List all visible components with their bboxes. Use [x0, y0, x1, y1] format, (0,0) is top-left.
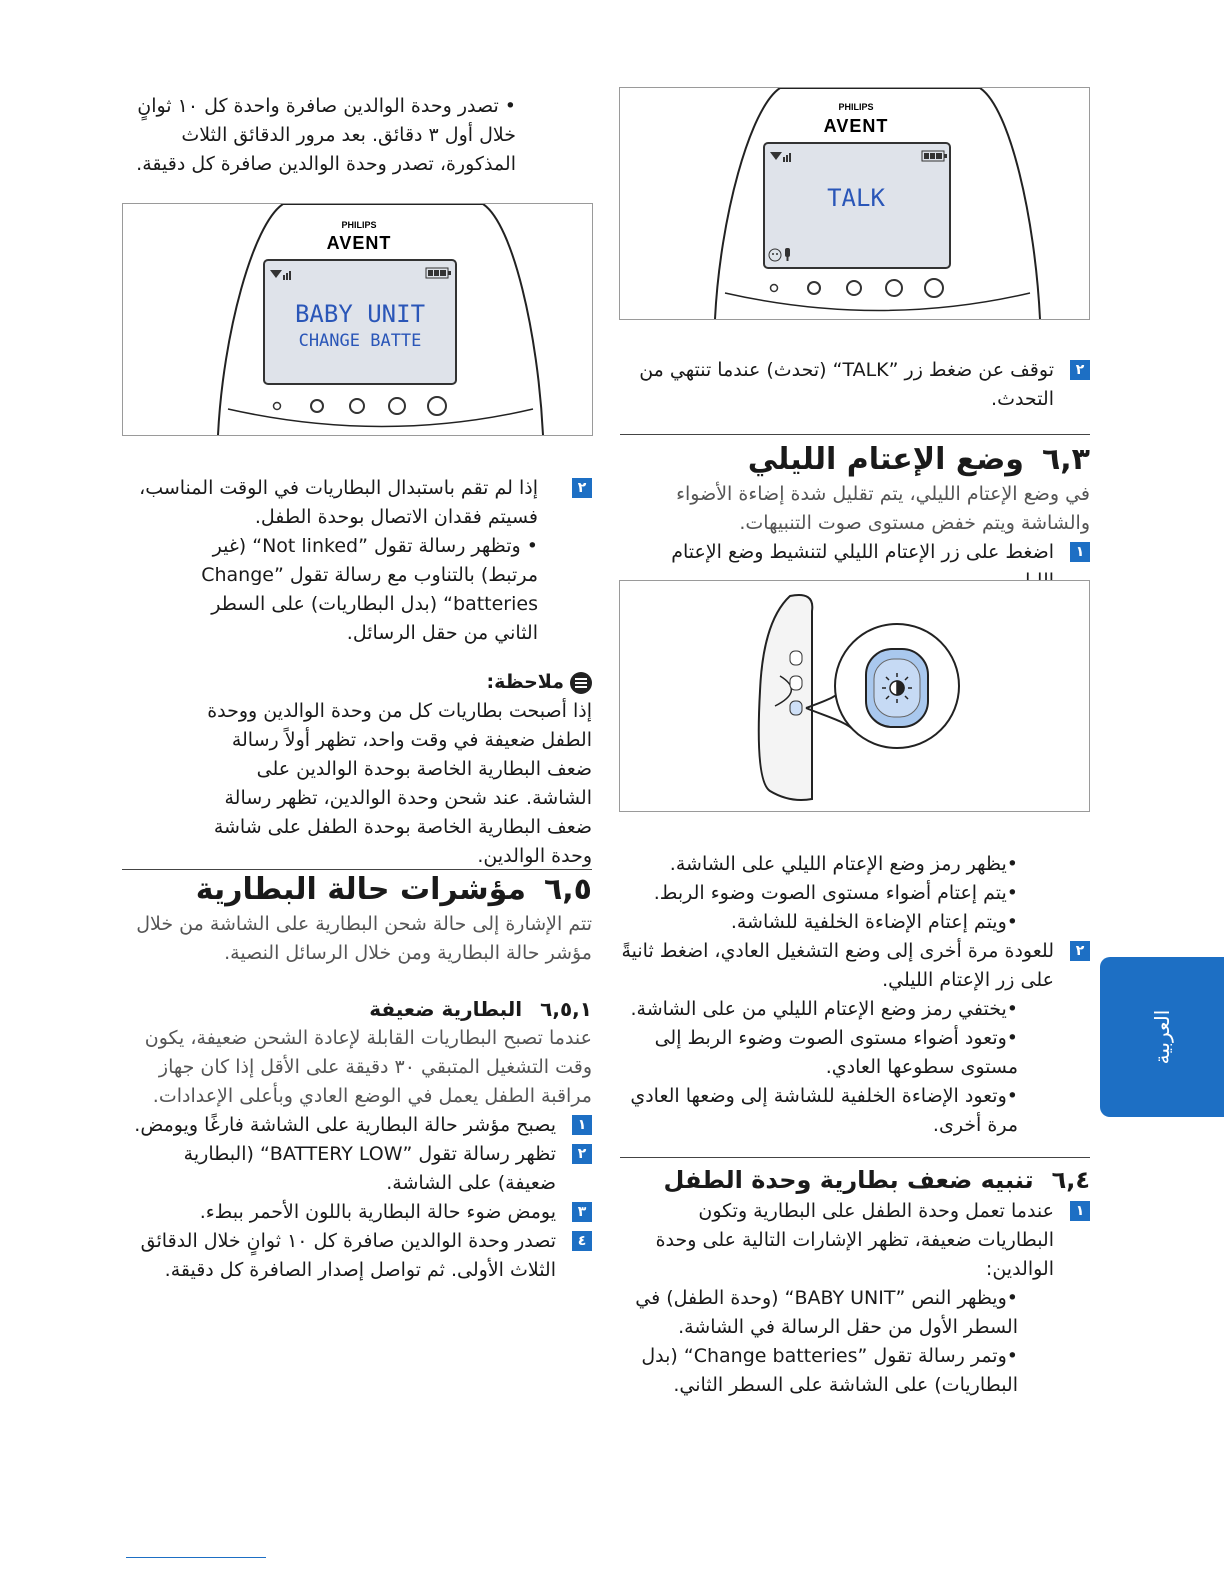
battery-alert-step-1: ١ عندما تعمل وحدة الطفل على البطارية وتكون البطاريات ضعيفة، تظهر الإشارات التالية على وحدة الوالدين: [620, 1197, 1090, 1284]
brand-text: PHILIPS [341, 220, 377, 230]
section-6-5-title: ٦,٥مؤشرات حالة البطارية [195, 872, 592, 907]
logo-text: AVENT [823, 116, 889, 136]
figure-baby-unit [122, 203, 593, 436]
night-bullet-2: •يتم إعتام أضواء مستوى الصوت وضوء الربط. [653, 882, 1018, 904]
svg-text:BABY UNIT: BABY UNIT [294, 300, 426, 328]
night-bullet-3: •ويتم إعتام الإضاءة الخلفية للشاشة. [730, 911, 1018, 933]
low-battery-step-2: ٢ تظهر رسالة تقول ”BATTERY LOW“ (البطارية ضعيفة) على الشاشة. [122, 1140, 592, 1198]
not-linked-bullet: • وتظهر رسالة تقول ”Not linked“ (غير مرتبط) بالتناوب مع رسالة تقول ”Change batteries“ (بدل البطاريات) على السطر الثاني من حقل الرسائل. [201, 535, 538, 644]
battery-alert-bullet-1: •ويظهر النص ”BABY UNIT“ (وحدة الطفل) في السطر الأول من حقل الرسالة في الشاشة. [635, 1287, 1018, 1338]
figure-night-light [619, 580, 1090, 812]
replace-step-2: ٢ إذا لم تقم باستبدال البطاريات في الوقت المناسب، فسيتم فقدان الاتصال بوحدة الطفل. [122, 474, 592, 532]
footer-rule [126, 1557, 266, 1558]
section-6-5-1-intro: عندما تصبح البطاريات القابلة لإعادة الشحن ضعيفة، يكون وقت التشغيل المتبقي ٣٠ دقيقة على الأقل إذا كان جهاز مراقبة الطفل يعمل في الوضع العادي وبأعلى الإعدادات. [144, 1027, 592, 1107]
low-battery-step-1: ١ يصبح مؤشر حالة البطارية على الشاشة فارغًا ويومض. [122, 1111, 592, 1140]
svg-text:TALK: TALK [827, 184, 885, 212]
section-6-5-intro: تتم الإشارة إلى حالة شحن البطارية على الشاشة من خلال مؤشر حالة البطارية ومن خلال الرسائل النصية. [136, 913, 592, 964]
night-bullet-6: •وتعود الإضاءة الخلفية للشاشة إلى وضعها العادي مرة أخرى. [630, 1085, 1018, 1136]
svg-text:CHANGE BATTE: CHANGE BATTE [298, 331, 422, 351]
night-bullet-1: •يظهر رمز وضع الإعتام الليلي على الشاشة. [669, 853, 1018, 875]
language-tab[interactable]: العربية [1100, 957, 1224, 1117]
night-bullet-4: •يختفي رمز وضع الإعتام الليلي من على الشاشة. [630, 998, 1018, 1020]
note-icon [570, 672, 592, 694]
night-step-1: ١ اضغط على زر الإعتام الليلي لتنشيط وضع الإعتام [620, 538, 1090, 596]
beep-bullet: • تصدر وحدة الوالدين صافرة واحدة كل ١٠ ثوانٍ خلال أول ٣ دقائق. بعد مرور الدقائق الثلاث المذكورة، تصدر وحدة الوالدين صافرة كل دقيقة. [136, 95, 516, 175]
low-battery-step-4: ٤ تصدر وحدة الوالدين صافرة كل ١٠ ثوانٍ خلال الدقائق الثلاث الأولى. ثم تواصل إصدار الصافرة كل دقيقة. [122, 1227, 592, 1285]
section-6-5-1-title: ٦,٥,١البطارية ضعيفة [369, 997, 592, 1021]
brand-text: PHILIPS [838, 102, 874, 112]
low-battery-step-3: ٣ يومض ضوء حالة البطارية باللون الأحمر ببطء. [122, 1198, 592, 1227]
night-step-2: ٢ للعودة مرة أخرى إلى وضع التشغيل العادي، اضغط ثانيةً على زر الإعتام الليلي. [620, 937, 1090, 995]
figure-talk [619, 87, 1090, 320]
battery-alert-bullet-2: •وتمر رسالة تقول ”Change batteries“ (بدل البطاريات) على الشاشة على السطر الثاني. [641, 1345, 1018, 1396]
night-bullet-5: •وتعود أضواء مستوى الصوت وضوء الربط إلى مستوى سطوعها العادي. [654, 1027, 1018, 1078]
talk-step: ٢ توقف عن ضغط زر ”TALK“ (تحدث) عندما تنتهي من التحدث. [620, 356, 1090, 414]
section-6-4-title: ٦,٤تنبيه ضعف بطارية وحدة الطفل [663, 1166, 1090, 1194]
note-block: ملاحظة: إذا أصبحت بطاريات كل من وحدة الوالدين ووحدة الطفل ضعيفة في وقت واحد، تظهر أولاً رسالة ضعف البطارية الخاصة بوحدة الوالدين على الشاشة. عند شحن وحدة الوالدين، تظهر رسالة ضعف البطارية الخاصة بوحدة الطفل على شاشة وحدة الوالدين. [207, 671, 592, 867]
section-6-3-title: ٦,٣وضع الإعتام الليلي [747, 442, 1090, 477]
logo-text: AVENT [326, 233, 392, 253]
section-6-3-intro: في وضع الإعتام الليلي، يتم تقليل شدة إضاءة الأضواء والشاشة ويتم خفض مستوى صوت التنبيهات. [676, 483, 1090, 534]
